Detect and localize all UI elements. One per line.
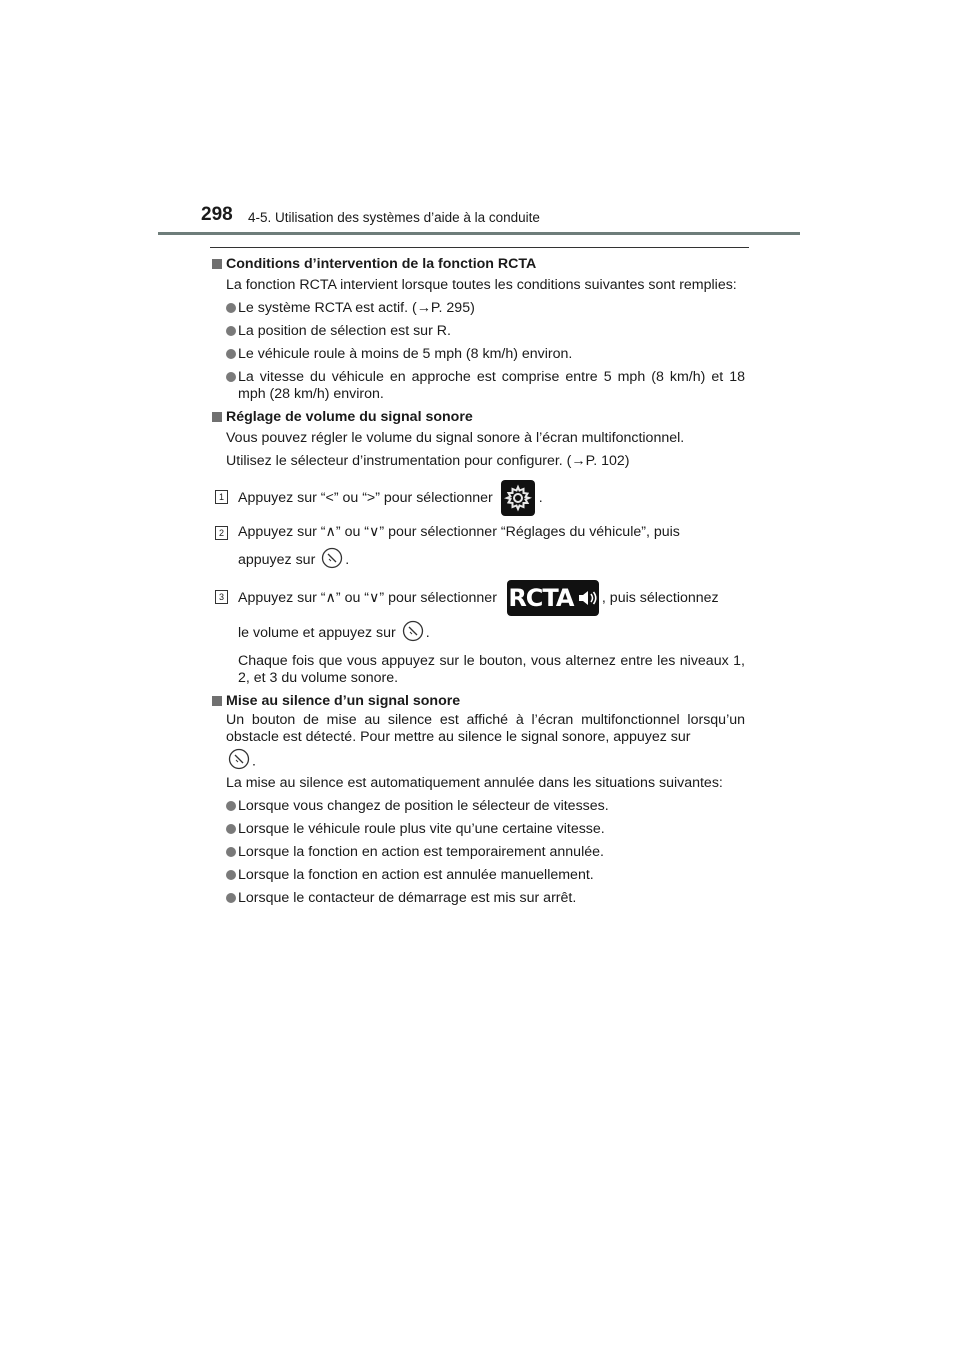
step-1: 1 Appuyez sur “<” ou “>” pour sélectionner .	[212, 480, 745, 516]
list-item: Lorsque le contacteur de démarrage est mis sur arrêt.	[212, 890, 745, 907]
square-bullet-icon	[212, 412, 222, 422]
list-item: Lorsque la fonction en action est temporairement annulée.	[212, 844, 745, 861]
page-content	[212, 256, 745, 907]
step-number-badge: 2	[215, 526, 228, 540]
section-heading-conditions: Conditions d’intervention de la fonction RCTA	[212, 256, 745, 273]
bullet-dot-icon	[226, 303, 236, 313]
press-button-icon	[228, 748, 250, 775]
bullet-dot-icon	[226, 801, 236, 811]
bullet-dot-icon	[226, 349, 236, 359]
bullet-dot-icon	[226, 893, 236, 903]
bullet-dot-icon	[226, 326, 236, 336]
settings-gear-icon	[501, 480, 535, 516]
section-heading-mute: Mise au silence d’un signal sonore	[212, 693, 745, 710]
volume-note: Chaque fois que vous appuyez sur le bouton, vous alternez entre les niveaux 1, 2, et 3 du volume sonore.	[238, 653, 745, 686]
press-button-icon	[321, 547, 343, 574]
step-2: 2 Appuyez sur “∧” ou “∨” pour sélectionner “Réglages du véhicule”, puis appuyez sur .	[212, 524, 745, 574]
list-item: Le système RCTA est actif. (→P. 295)	[212, 300, 745, 317]
volume-para-2: Utilisez le sélecteur d’instrumentation pour configurer. (→P. 102)	[226, 453, 630, 469]
square-bullet-icon	[212, 259, 222, 269]
mute-para-2: La mise au silence est automatiquement annulée dans les situations suivantes:	[226, 775, 723, 791]
bullet-dot-icon	[226, 372, 236, 382]
header-rule	[158, 232, 800, 235]
list-item: La position de sélection est sur R.	[212, 323, 745, 340]
section-heading-volume: Réglage de volume du signal sonore	[212, 409, 745, 426]
list-item: Lorsque vous changez de position le sélecteur de vitesses.	[212, 798, 745, 815]
list-item: La vitesse du véhicule en approche est comprise entre 5 mph (8 km/h) et 18 mph (28 km/h) environ.	[212, 369, 745, 403]
bullet-dot-icon	[226, 824, 236, 834]
step-number-badge: 3	[215, 590, 228, 604]
list-item: Le véhicule roule à moins de 5 mph (8 km/h) environ.	[212, 346, 745, 363]
chapter-title: 4-5. Utilisation des systèmes d’aide à la conduite	[248, 210, 540, 225]
step-number-badge: 1	[215, 490, 228, 504]
page-number: 298	[201, 204, 233, 225]
list-item: Lorsque la fonction en action est annulée manuellement.	[212, 867, 745, 884]
volume-para-1: Vous pouvez régler le volume du signal sonore à l’écran multifonctionnel.	[226, 430, 685, 446]
rcta-volume-icon: RCTA	[507, 580, 599, 616]
list-item: Lorsque le véhicule roule plus vite qu’une certaine vitesse.	[212, 821, 745, 838]
press-button-icon	[402, 620, 424, 647]
bullet-dot-icon	[226, 870, 236, 880]
conditions-intro: La fonction RCTA intervient lorsque toutes les conditions suivantes sont remplies:	[226, 277, 737, 293]
mute-para-1: Un bouton de mise au silence est affiché à l’écran multifonctionnel lorsqu’un obstacle est détecté. Pour mettre au silence le signal sonore, appuyez sur .	[212, 712, 745, 775]
bullet-dot-icon	[226, 847, 236, 857]
content-rule	[210, 247, 749, 248]
step-3: 3 Appuyez sur “∧” ou “∨” pour sélectionner RCTA , puis sélectionnez le volume et appuyez sur . Chaque fois que vous appuyez sur le bouton, vous alternez entre les niveaux 1, 2, et 3 du volume sonore.	[212, 580, 745, 687]
square-bullet-icon	[212, 696, 222, 706]
